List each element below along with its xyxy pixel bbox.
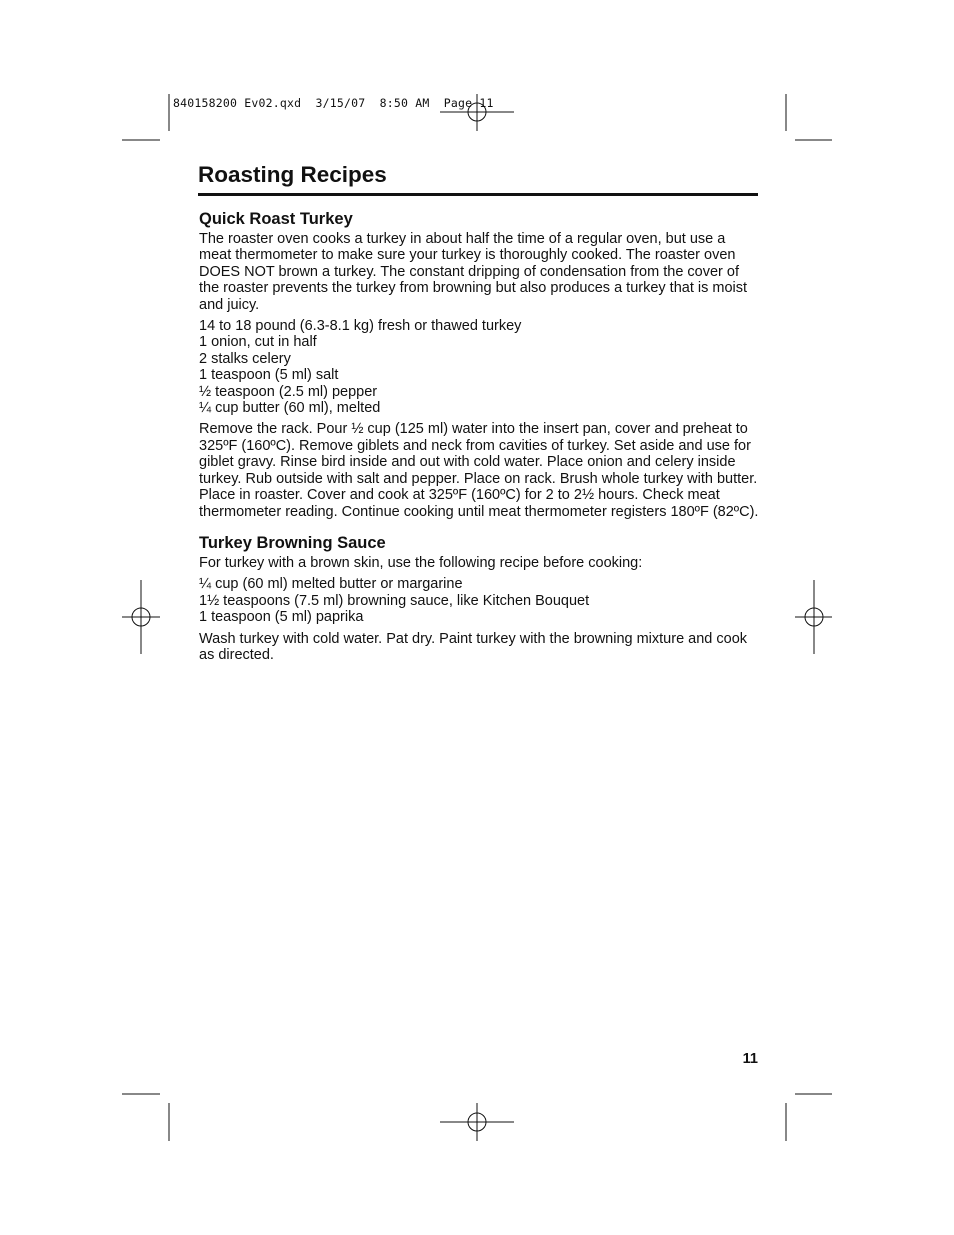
ingredient-list: [199, 318, 761, 416]
ingredient-item: 1 onion, cut in half: [199, 334, 317, 351]
recipe-intro: For turkey with a brown skin, use the following recipe before cooking:: [199, 554, 643, 571]
registration-mark-top: [440, 94, 514, 131]
ingredient-item: ¼ cup butter (60 ml), melted: [199, 400, 381, 417]
recipe-heading: Turkey Browning Sauce: [199, 533, 386, 552]
page-title: Roasting Recipes: [198, 158, 758, 196]
page-number: 11: [742, 1051, 758, 1067]
registration-mark-bottom: [440, 1103, 514, 1141]
page-content: [199, 158, 761, 668]
ingredient-item: 1½ teaspoons (7.5 ml) browning sauce, like Kitchen Bouquet: [199, 592, 590, 609]
registration-mark-left: [122, 580, 160, 654]
recipe-heading: Quick Roast Turkey: [199, 210, 353, 228]
print-slug: 840158200 Ev02.qxd 3/15/07 8:50 AM Page 11: [173, 96, 494, 110]
ingredient-item: 1 teaspoon (5 ml) salt: [199, 367, 339, 384]
ingredient-item: 2 stalks celery: [199, 350, 291, 367]
ingredient-item: 14 to 18 pound (6.3-8.1 kg) fresh or thawed turkey: [199, 318, 522, 335]
recipe-quick-roast-turkey: [199, 208, 761, 520]
ingredient-item: ¼ cup (60 ml) melted butter or margarine: [199, 576, 463, 593]
recipe-intro: The roaster oven cooks a turkey in about half the time of a regular oven, but use a meat thermometer to make sure your turkey is thoroughly cooked. The roaster oven DOES NOT brown a turkey. The constant dripping of condensation from the cover of the roaster prevents the turkey from browning but also produces a turkey that is moist and juicy.: [199, 231, 748, 313]
ingredient-item: ½ teaspoon (2.5 ml) pepper: [199, 383, 378, 400]
ingredient-item: 1 teaspoon (5 ml) paprika: [199, 609, 364, 626]
recipe-turkey-browning-sauce: [199, 532, 761, 663]
ingredient-list: [199, 576, 761, 625]
recipe-directions: Wash turkey with cold water. Pat dry. Paint turkey with the browning mixture and cook as directed.: [199, 630, 748, 663]
registration-mark-right: [795, 580, 832, 654]
recipe-directions: Remove the rack. Pour ½ cup (125 ml) water into the insert pan, cover and preheat to 325ºF (160ºC). Remove giblets and neck from cavities of turkey. Set aside and use for giblet gravy. Rinse bird inside and out with cold water. Place onion and celery inside turkey. Rub outside with salt and pepper. Place on rack. Brush whole turkey with butter. Place in roaster. Cover and cook at 325ºF (160ºC) for 2 to 2½ hours. Check meat thermometer reading. Continue cooking until meat thermometer registers 180ºF (82ºC).: [199, 421, 759, 520]
